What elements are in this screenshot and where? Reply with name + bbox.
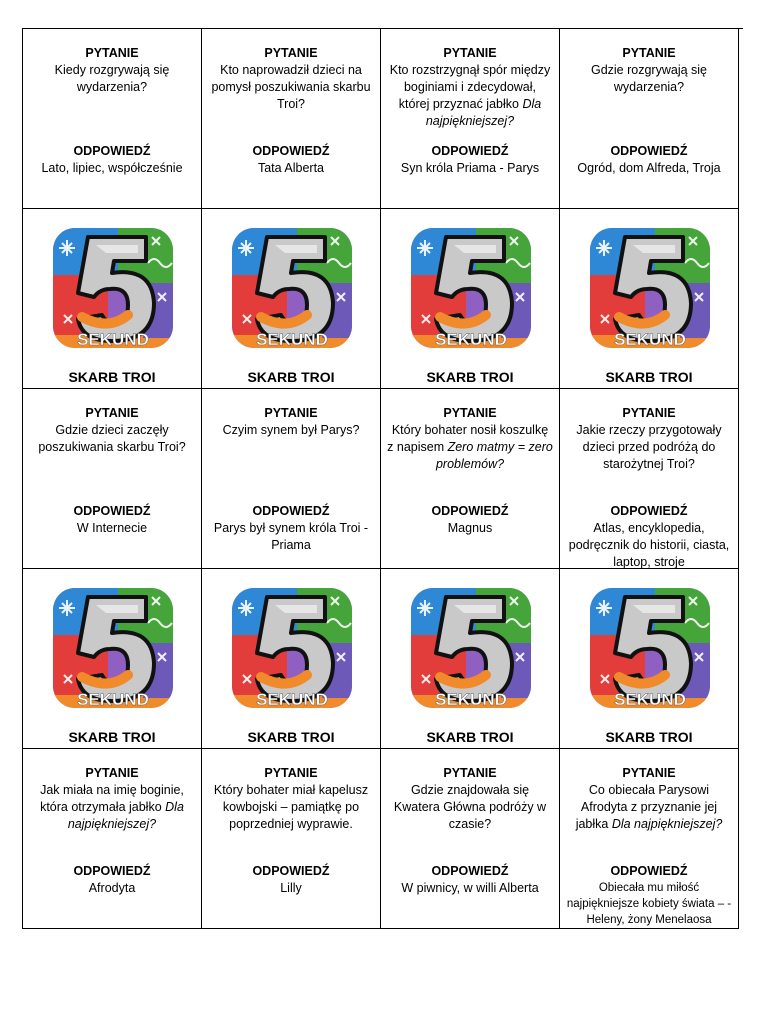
question-block (566, 45, 732, 96)
answer-label: ODPOWIEDŹ (73, 504, 151, 518)
question-label: PYTANIE (622, 46, 676, 60)
question-text (208, 422, 374, 439)
question-text-italic: Zero matmy = zero problemów? (435, 440, 553, 471)
svg-text:SEKUND: SEKUND (435, 690, 507, 709)
question-card (381, 749, 560, 929)
question-label: PYTANIE (264, 46, 318, 60)
question-block (387, 765, 553, 833)
card-title: SKARB TROI (605, 729, 693, 745)
five-seconds-logo-icon (585, 583, 715, 713)
answer-label: ODPOWIEDŹ (252, 504, 330, 518)
answer-block (206, 143, 376, 177)
question-text (387, 62, 553, 130)
question-card (560, 389, 739, 569)
card-back (381, 569, 560, 749)
question-card (202, 389, 381, 569)
question-block (29, 405, 195, 456)
question-text (208, 62, 374, 113)
question-label: PYTANIE (443, 766, 497, 780)
question-card (560, 749, 739, 929)
svg-text:SEKUND: SEKUND (614, 330, 686, 349)
question-text (29, 62, 195, 96)
question-text (387, 422, 553, 473)
question-text-part: Gdzie rozgrywają się wydarzenia? (590, 63, 707, 94)
question-label: PYTANIE (85, 766, 139, 780)
card-title: SKARB TROI (426, 369, 514, 385)
svg-text:SEKUND: SEKUND (77, 690, 149, 709)
question-block (566, 405, 732, 473)
question-block (208, 45, 374, 113)
answer-block (385, 143, 555, 177)
question-label: PYTANIE (264, 766, 318, 780)
answer-block (27, 143, 197, 177)
answer-label: ODPOWIEDŹ (610, 504, 688, 518)
answer-block (564, 863, 734, 928)
five-seconds-logo-icon (406, 223, 536, 353)
image-row (23, 209, 743, 389)
question-block (387, 405, 553, 473)
answer-label: ODPOWIEDŹ (431, 864, 509, 878)
card-back (381, 209, 560, 389)
question-text-part: Kto naprowadził dzieci na pomysł poszukiwania skarbu Troi? (211, 63, 371, 111)
question-block (29, 765, 195, 833)
answer-text: Lilly (280, 881, 302, 895)
question-label: PYTANIE (443, 46, 497, 60)
question-text-part: Gdzie znajdowała się Kwatera Główna podróży w czasie? (393, 783, 547, 831)
answer-label: ODPOWIEDŹ (610, 864, 688, 878)
question-text-part: Jak miała na imię boginie, która otrzymała jabłko (40, 783, 184, 814)
svg-text:SEKUND: SEKUND (256, 330, 328, 349)
answer-label: ODPOWIEDŹ (431, 144, 509, 158)
question-card (560, 29, 739, 209)
question-text-italic: Dla najpiękniejszej? (611, 817, 723, 831)
question-text (566, 62, 732, 96)
five-seconds-logo-icon (227, 583, 357, 713)
card-back (202, 209, 381, 389)
card-back (23, 569, 202, 749)
answer-text: Obiecała mu miłość najpiękniejsze kobiety świata – - Heleny, żony Menelaosa (566, 882, 732, 926)
question-label: PYTANIE (622, 766, 676, 780)
answer-block (27, 863, 197, 897)
svg-text:SEKUND: SEKUND (77, 330, 149, 349)
question-text-part: Kto rozstrzygnął spór między boginiami i zdecydował, której przyznać jabłko (389, 63, 551, 111)
five-seconds-logo-icon (585, 223, 715, 353)
card-title: SKARB TROI (426, 729, 514, 745)
answer-block (385, 503, 555, 537)
card-back (202, 569, 381, 749)
question-block (566, 765, 732, 833)
answer-text: W piwnicy, w willi Alberta (401, 881, 539, 895)
answer-block (206, 503, 376, 554)
question-text-part: Który bohater miał kapelusz kowbojski – pamiątkę po poprzedniej wyprawie. (213, 783, 369, 831)
question-label: PYTANIE (264, 406, 318, 420)
five-seconds-logo-icon (406, 583, 536, 713)
answer-block (206, 863, 376, 897)
card-back (23, 209, 202, 389)
question-text-part: Czyim synem był Parys? (222, 423, 360, 437)
question-block (208, 765, 374, 833)
question-card (202, 749, 381, 929)
svg-text:SEKUND: SEKUND (614, 690, 686, 709)
question-card (381, 389, 560, 569)
question-label: PYTANIE (622, 406, 676, 420)
answer-label: ODPOWIEDŹ (73, 144, 151, 158)
answer-block (564, 503, 734, 571)
answer-block (27, 503, 197, 537)
question-block (387, 45, 553, 130)
question-card (23, 389, 202, 569)
answer-text: Tata Alberta (257, 161, 324, 175)
answer-block (385, 863, 555, 897)
question-card (23, 29, 202, 209)
question-label: PYTANIE (85, 46, 139, 60)
card-title: SKARB TROI (68, 729, 156, 745)
answer-block (564, 143, 734, 177)
card-back (560, 209, 739, 389)
question-text (566, 422, 732, 473)
question-card (381, 29, 560, 209)
question-text-part: Który bohater nosił koszulkę z napisem (387, 423, 549, 454)
answer-label: ODPOWIEDŹ (252, 144, 330, 158)
five-seconds-logo-icon (227, 223, 357, 353)
answer-text: W Internecie (76, 521, 148, 535)
question-text-part: Co obiecała Parysowi Afrodyta z przyznanie jej jabłka (575, 783, 718, 831)
question-text (208, 782, 374, 833)
question-block (29, 45, 195, 96)
answer-text: Afrodyta (88, 881, 136, 895)
question-text-part: Jakie rzeczy przygotowały dzieci przed podróżą do starożytnej Troi? (576, 423, 722, 471)
question-label: PYTANIE (85, 406, 139, 420)
question-text-part: Gdzie dzieci zaczęły poszukiwania skarbu Troi? (38, 423, 186, 454)
question-card (23, 749, 202, 929)
answer-label: ODPOWIEDŹ (610, 144, 688, 158)
question-text-italic: Dla najpiękniejszej? (67, 800, 184, 831)
answer-text: Atlas, encyklopedia, podręcznik do historii, ciasta, laptop, stroje (568, 521, 730, 569)
answer-text: Magnus (447, 521, 493, 535)
image-row (23, 569, 743, 749)
answer-label: ODPOWIEDŹ (431, 504, 509, 518)
card-back (560, 569, 739, 749)
answer-text: Ogród, dom Alfreda, Troja (577, 161, 721, 175)
answer-text: Parys był synem króla Troi - Priama (213, 521, 369, 552)
card-title: SKARB TROI (68, 369, 156, 385)
question-text-italic: Dla najpiękniejszej? (425, 97, 542, 128)
svg-text:SEKUND: SEKUND (256, 690, 328, 709)
question-row (23, 749, 743, 929)
answer-label: ODPOWIEDŹ (73, 864, 151, 878)
question-row (23, 389, 743, 569)
question-text-part: Kiedy rozgrywają się wydarzenia? (54, 63, 170, 94)
question-text (29, 782, 195, 833)
answer-label: ODPOWIEDŹ (252, 864, 330, 878)
card-title: SKARB TROI (247, 369, 335, 385)
card-title: SKARB TROI (605, 369, 693, 385)
five-seconds-logo-icon (48, 583, 178, 713)
card-sheet (22, 28, 743, 929)
answer-text: Syn króla Priama - Parys (400, 161, 540, 175)
question-label: PYTANIE (443, 406, 497, 420)
svg-text:SEKUND: SEKUND (435, 330, 507, 349)
question-text (29, 422, 195, 456)
card-title: SKARB TROI (247, 729, 335, 745)
question-block (208, 405, 374, 439)
five-seconds-logo-icon (48, 223, 178, 353)
question-card (202, 29, 381, 209)
answer-text: Lato, lipiec, współcześnie (41, 161, 183, 175)
question-row (23, 29, 743, 209)
question-text (387, 782, 553, 833)
question-text (566, 782, 732, 833)
